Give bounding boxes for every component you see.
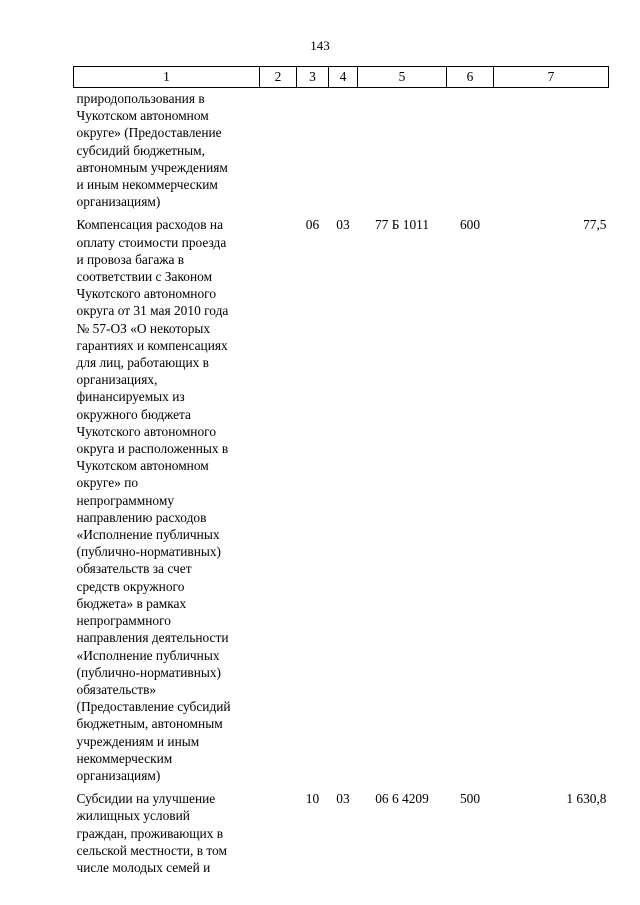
table-row [74,210,609,784]
row-target-article [358,88,447,211]
header-col-6: 6 [447,67,494,88]
header-row [74,67,609,88]
row-amount: 77,5 [583,217,607,233]
row-col-2 [260,210,297,784]
table-row [74,88,609,211]
row-description: Компенсация расходов на оплату стоимости проезда и провоза багажа в соответствии с Законом Чукотского автономного округа от 31 мая 2010 года № 57-ОЗ «О некоторых гарантиях и компенсациях для лиц, работающих в организациях, финансируемых из окружного бюджета Чукотского автономного округа и расположенных в Чукотском автономном округе» по непрограммному направлению расходов «Исполнение публичных (публично-нормативных) обязательств за счет средств окружного бюджета» в рамках непрограммного направления деятельности «Исполнение публичных (публично-нормативных) обязательств» (Предоставление субсидий бюджетным, автономным учреждениям и иным некоммерческим организациям) [76,217,231,783]
row-subsection [329,88,358,211]
row-description: природопользования в Чукотском автономном округе» (Предоставление субсидий бюджетным, автономным учреждениям и иным некоммерческим организациям) [76,91,228,210]
row-expense-type: 500 [459,791,481,807]
row-target-article: 77 Б 1011 [374,217,430,233]
row-expense-type: 600 [459,217,481,233]
header-col-3: 3 [297,67,329,88]
row-subsection: 03 [336,791,350,807]
row-col-2 [260,784,297,876]
row-subsection: 03 [336,217,350,233]
row-amount [494,88,609,211]
header-col-1: 1 [74,67,260,88]
page-number: 143 [310,38,330,53]
row-amount: 1 630,8 [566,791,607,807]
table-header [74,67,609,88]
row-section [297,88,329,211]
header-col-4: 4 [329,67,358,88]
table-row [74,784,609,876]
row-expense-type [447,88,494,211]
row-target-article: 06 6 4209 [375,791,429,807]
row-section: 06 [305,217,320,233]
header-col-5: 5 [358,67,447,88]
header-col-2: 2 [260,67,297,88]
row-col-2 [260,88,297,211]
row-description: Субсидии на улучшение жилищных условий граждан, проживающих в сельской местности, в том числе молодых семей и [76,791,227,875]
table-body [74,88,609,877]
budget-table [73,66,609,876]
header-col-7: 7 [494,67,609,88]
row-section: 10 [305,791,320,807]
